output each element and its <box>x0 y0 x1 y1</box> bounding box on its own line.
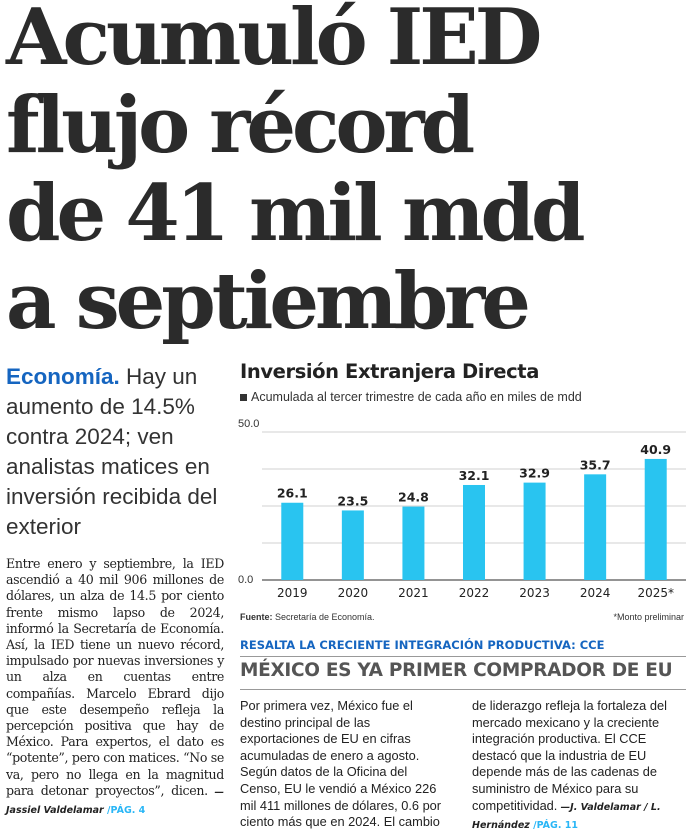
page-ref-link[interactable]: /PÁG. 4 <box>103 805 146 817</box>
value-label-2022: 32.1 <box>458 467 490 483</box>
value-label-2021: 24.8 <box>398 489 429 505</box>
headline <box>6 0 690 346</box>
bar-2021 <box>402 507 424 580</box>
bar-2023 <box>524 483 546 580</box>
article-kicker: RESALTA LA CRECIENTE INTEGRACIÓN PRODUCTIVA: CCE <box>240 638 605 652</box>
value-label-2019: 26.1 <box>276 485 308 501</box>
source-label: Fuente: <box>240 612 273 622</box>
headline-line-1: Acumuló IED <box>6 0 539 83</box>
value-label-2023: 32.9 <box>519 465 550 481</box>
value-label-2020: 23.5 <box>337 493 369 509</box>
y-tick-zero: 0.0 <box>238 574 254 586</box>
value-label-2024: 35.7 <box>579 457 611 473</box>
source-text: Secretaría de Economía. <box>272 612 375 622</box>
bar-2024 <box>584 474 606 580</box>
chart-subtitle-text: Acumulada al tercer trimestre de cada año en miles de mdd <box>251 390 582 404</box>
chart-subtitle <box>240 390 582 404</box>
headline-line-3: de 41 mil mdd <box>6 168 582 259</box>
chart-x-labels <box>277 586 674 600</box>
value-label-2025*: 40.9 <box>640 441 672 457</box>
body-left <box>6 556 224 819</box>
x-label-2024: 2024 <box>579 586 611 600</box>
article-page-ref-link[interactable]: /PÁG. 11 <box>529 820 578 832</box>
body-left-text: Entre enero y septiembre, la IED ascendió a 40 mil 906 millones de dólares, un alza de 14.5 por ciento frente mismo lapso de 2024, informó la Secretaría de Economía. Así, la IED tiene un nuevo récord, impulsado por nuevas inversiones y un alza en cuentas entre compañías. Marcelo Ebrard dijo que este desempeño refleja la percepción positiva que hay de México. Para expertos, el dato es “potente”, pero con matices. “No se va, pero no llega en la magnitud para detonar proyectos”, dicen. <box>6 556 224 798</box>
bar-2019 <box>281 503 303 580</box>
chart-source <box>240 612 375 622</box>
article-column-2 <box>472 698 686 835</box>
chart-footnote: *Monto preliminar <box>613 612 684 622</box>
x-label-2021: 2021 <box>398 586 429 600</box>
article-title: MÉXICO ES YA PRIMER COMPRADOR DE EU <box>240 660 673 681</box>
x-label-2022: 2022 <box>458 586 490 600</box>
article-byline-authors: —J. Valdelamar / L. Hernández <box>472 801 661 832</box>
headline-line-4: a septiembre <box>6 256 527 347</box>
chart-title: Inversión Extranjera Directa <box>240 360 539 383</box>
square-bullet-icon <box>240 394 247 401</box>
x-label-2019: 2019 <box>277 586 308 600</box>
divider <box>240 656 686 657</box>
article-column-2-text: de liderazgo refleja la fortaleza del mercado mexicano y la creciente integración productiva. El CCE destacó que la industria de EU depende más de las cadenas de suministro de México para su competitividad. <box>472 698 667 813</box>
headline-line-2: flujo récord <box>6 80 472 171</box>
section-label[interactable]: Economía. <box>6 364 120 389</box>
x-label-2020: 2020 <box>337 586 369 600</box>
x-label-2023: 2023 <box>519 586 550 600</box>
byline-author: —Jassiel Valdelamar <box>6 786 224 817</box>
bar-chart <box>230 408 690 608</box>
lede-text: Hay un aumento de 14.5% contra 2024; ven analistas matices en inversión recibida del exterior <box>6 364 218 539</box>
y-tick-top: 50.0 <box>238 418 260 430</box>
bar-2020 <box>342 510 364 580</box>
bar-2022 <box>463 485 485 580</box>
lede <box>6 362 228 542</box>
article-column-1: Por primera vez, México fue el destino principal de las exportaciones de EU en cifras acumuladas de enero a agosto. Según datos de la Oficina del Censo, EU le vendió a México 226 mil 411 millones de dólares, 0.6 por ciento más que en 2024. El cambio <box>240 698 442 830</box>
x-label-2025*: 2025* <box>637 586 674 600</box>
bar-2025* <box>645 459 667 580</box>
divider <box>240 689 686 690</box>
